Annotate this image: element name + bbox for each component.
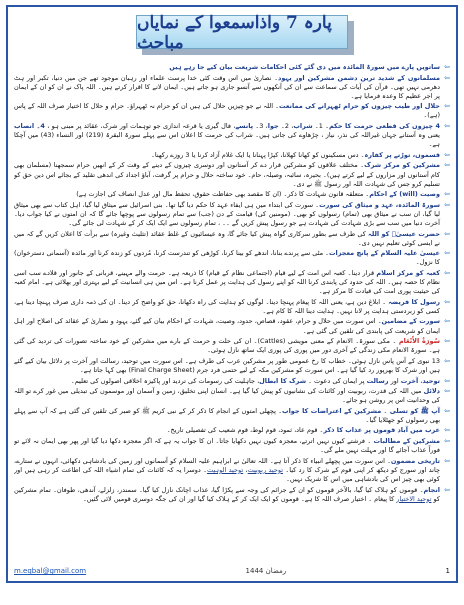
item-heading: انجام	[423, 485, 440, 494]
list-item	[14, 249, 450, 267]
item-text: ۔ اس سورت میں حلال و حرام، عقود، قصاص، حدود، وصیت، شہادت کے احکام بیان کیے گئے، یہود و نصاریٰ کے عقائد کی اصلاح اور اہل ایمان کو شریعت کی پابندی کی تلقین کی گئی ہے۔	[14, 317, 440, 335]
item-text: کی طرف سے بطور سرکاری گواہ پیش کیا جائے گا، وہ عیسائیوں کے غلط عقائد (تثلیث وغیرہ) سے برأت کا اعلان کریں گے کہ میں نے ایسی کوئی تعلیم نہیں دی۔	[14, 229, 440, 247]
item-heading: شراب	[293, 122, 313, 131]
bullet-arrow-icon: ⇦	[444, 122, 450, 131]
item-heading: تاریخی مضمون	[390, 456, 440, 465]
item-heading: شرک کا ابطال	[259, 376, 307, 385]
item-text: ۔	[381, 406, 390, 415]
bullet-arrow-icon: ⇦	[444, 73, 450, 82]
item-text: ۔ دس مسکینوں کو کھانا کھلانا، کپڑا پہنانا یا ایک غلام آزاد کرنا یا 3 روزے رکھنا۔	[151, 150, 365, 159]
bullet-arrow-icon: ⇦	[444, 337, 450, 346]
item-text: ۔ ابلاغ دین ہے، یعنی اللہ کا پیغام پہنچا دینا۔ لوگوں کو ہدایت کی راہ دکھانا، حق کو واضح کر دینا۔ ان کی ذمہ داری صرف پہنچا دینا ہے، کسی کو زبردستی ہدایت پر لانا نہیں۔ ہدایت دینا اللہ کا کام ہے۔	[14, 297, 440, 315]
page-title: پارہ 7 واذاسمعوا کے نمایاں مباحث	[136, 15, 348, 49]
item-heading: مشرکین کو مرکز شرک	[364, 161, 440, 170]
title-banner	[136, 12, 356, 55]
list-item	[14, 63, 450, 72]
list-item	[14, 337, 450, 355]
list-item	[14, 317, 450, 335]
item-heading: آخرت	[400, 376, 419, 385]
item-text: کا پیغام ۔ اختیار صرف اللہ کا ہے۔ قوموں کو ایک ایک کر کے ہلاک کیا گیا اور ان کی جگہ دوسری قومیں لائی گئیں۔	[82, 494, 397, 503]
item-text: ۔ مکی سورۃ۔ الانعام کے معنی مویشی (Cattles)۔ ان کی حلت و حرمت کے بارے میں مشرکین کے خود ساختہ تصورات کی تردید کی گئی ہے۔ سورۃ الانعام مکی زندگی کے آخری دور میں پوری کی پوری ایک ساتھ نازل ہوئی۔	[14, 337, 440, 355]
list-item	[14, 486, 450, 504]
item-text: ، 2۔	[278, 122, 294, 131]
bullet-arrow-icon: ⇦	[444, 63, 450, 71]
item-heading: سُورَةُ الأَنْعَام	[398, 337, 440, 346]
item-heading: رسول کا فریضہ	[388, 297, 440, 306]
item-text: ۔ مٹی سے پرندے بنانا، اندھے کو بینا کرنا، کوڑھی کو تندرست کرنا، مُردوں کو زندہ کرنا اور مائدہ (آسمانی دسترخوان) کا نزول۔	[14, 249, 440, 267]
list-item	[14, 269, 450, 296]
list-item	[14, 437, 450, 455]
item-heading: توحید الوہیت	[206, 465, 244, 474]
item-text: ۔ اللہ نے جو چیزیں حلال کی ہیں ان کو حرام نہ ٹھہراؤ۔ حرام و حلال کا اختیار صرف اللہ کے پاس (ہے)۔	[14, 102, 440, 120]
item-heading: عرب میں آباد قوموں پر عذاب کا ذکر	[323, 426, 440, 435]
list-item	[14, 387, 450, 405]
bullet-arrow-icon: ⇦	[444, 161, 450, 170]
points-list	[14, 63, 450, 541]
bullet-arrow-icon: ⇦	[444, 485, 450, 494]
item-text: ۔ قوم عاد، ثمود، قوم لوط، قوم شعیب کی تفصیلی تاریخ۔	[166, 426, 324, 435]
list-item	[14, 122, 450, 149]
item-heading: آپ ﷺ کو تسلی	[389, 406, 440, 415]
item-text: ، جاہلیت کی رسومات کی تردید اور پاکیزہ اخلاقی اصولوں کی تعلیم۔	[70, 376, 260, 385]
bullet-arrow-icon: ⇦	[444, 456, 450, 465]
item-heading: توحید الاختیار	[396, 494, 432, 503]
bullet-arrow-icon: ⇦	[444, 317, 450, 326]
bullet-arrow-icon: ⇦	[444, 229, 450, 238]
list-item	[14, 230, 450, 248]
item-heading: توحید	[422, 376, 440, 385]
list-item	[14, 377, 450, 386]
document-page	[6, 5, 458, 583]
bullet-arrow-icon: ⇦	[444, 387, 450, 396]
item-text: ۔ مختلف علاقوں کو مشرکین قرار دے کر آستانوں اور دوسری چیزوں کے دینے کے وقت کر کے انھیں حرام سمجھنا (مسلمان بھی کام آستانوں اور مزاروں کے لیے کرتے ہیں)۔ بحیرہ، سائبہ، وصیلہ، حام۔ خود ساختہ حلال و حرام پر گرفت، آباؤ اجداد کی اندھی تقلید کے بجائے اس دین حق کو تسلیم کرو جس کی شہادت اللہ اور رسول ﷺ نے دی۔	[14, 161, 440, 188]
list-item	[14, 407, 450, 425]
item-heading: ساتویں پارے میں سورۃ المائدہ میں دی گئے کئی احکامات شریعت بیان کیے جا رہے ہیں	[169, 63, 440, 71]
item-text: 13 نبوی کے آس پاس نازل ہوئی۔ خطاب کا رخ عمومی طور پر مشرکین عرب کی طرف ہے۔ اس سورت میں توحید، رسالت اور آخرت پر دلائل بیان کیے گئے ہیں اور شرک کا بھرپور رد کیا گیا ہے۔ اس سورت کو مشرکین مکہ کے لیے حتمی فرد جرم (Final Charge Sheet) بھی کہا جاتا ہے۔	[14, 356, 440, 374]
item-heading: ، توڑنے پر کفارہ	[364, 150, 416, 159]
footer-date: رمضان 1444	[245, 567, 287, 575]
list-item	[14, 457, 450, 484]
item-heading: جوا	[267, 122, 279, 131]
item-text: ۔ نصاریٰ میں اس وقت کئی خدا پرست علماء اور رہبان موجود تھے جن میں دنیا، تکبر اور ہٹ دھرمی نہیں تھی۔ قرآن کی آیات کی سماعت سے ان کی آنکھوں سے آنسو جاری ہو جاتے ہیں۔ ایمان لانے کا اقرار کرتے ہیں۔ اللہ پاک نے ان کو ان کے ایمان پر اجر عظیم کا وعدہ فرمایا ہے۔	[14, 73, 440, 100]
item-heading: مسلمانوں کے شدید ترین دشمن مشرکین اور یہود	[278, 73, 440, 82]
item-text: قرار دینا۔ کعبہ اس امت کے لیے قیام (اجتماعی نظام کے قیام) کا ذریعہ ہے۔ حرمت والے مہینے، قربانی کے جانور اور قلادے سب اسی نظام کا حصہ ہیں۔ اللہ کی حدود کی پابندی کرنا اللہ کو اپنے رسول کی ہدایت پر عمل کرنا ہے۔ اس میں ہی انسانیت کے لیے بہتری اور بھلائی ہے۔ امام کعبہ کی حیثیت پوری امت کی قیادت کا مرکز ہے۔	[14, 268, 440, 296]
footer-email-link[interactable]: m.eqbal@gmail.com	[14, 567, 87, 575]
item-heading: کعبہ کو مرکز اسلام	[376, 268, 440, 277]
bullet-arrow-icon: ⇦	[444, 268, 450, 277]
item-text: ، 3۔	[253, 122, 268, 131]
bullet-arrow-icon: ⇦	[444, 426, 450, 435]
bullet-arrow-icon: ⇦	[444, 150, 450, 159]
bullet-arrow-icon: ⇦	[444, 102, 450, 111]
bullet-arrow-icon: ⇦	[444, 406, 450, 415]
item-text: میں اللہ کی قدرت، ربوبیت اور کائنات کی نشانیوں کو پیش کیا گیا ہے۔ انسان اپنی تخلیق، زمین و آسمان اور موسموں کی تبدیلی میں غور کرے تو اللہ کی وحدانیت اس پر روشن ہو جائے۔	[14, 387, 440, 405]
list-item	[14, 201, 450, 228]
list-item	[14, 357, 450, 375]
item-heading: 4 چیزوں کی قطعی حرمت کا حکم	[328, 122, 441, 131]
item-text: ۔ فرشتے کیوں نہیں اترتے، معجزہ کیوں نہیں دکھایا جاتا۔ ان کا جواب یہ ہے کہ اگر معجزہ دکھا دیا گیا اور پھر بھی ایمان نہ لائے تو فوراً عذاب آجائے گا اور مہلت نہیں ملے گی۔	[14, 437, 440, 455]
list-item	[14, 102, 450, 120]
bullet-arrow-icon: ⇦	[444, 376, 450, 385]
item-heading: قسموں	[415, 150, 440, 159]
list-item	[14, 74, 450, 101]
item-text: اور	[388, 376, 401, 385]
bullet-arrow-icon: ⇦	[444, 249, 450, 258]
item-heading: رسالت	[366, 376, 389, 385]
item-heading: سورت کے مضامین	[381, 317, 440, 326]
bullet-arrow-icon: ⇦	[444, 297, 450, 306]
item-text: ۔ متعلقہ قانون شہادت کا ذکر۔ (ان کا مقصد بھی حفاظت حقوق، تحفظ مال اور عدل انصاف کی اجازت ہے)	[76, 190, 370, 199]
item-heading: وصیت (will) کے احکام	[369, 190, 440, 199]
item-heading: توحید ربوبیت	[247, 465, 284, 474]
item-text: ۔ قوموں کو ہلاک کیا گیا، بالآخر قوموں کو ان کے جرائم کی وجہ سے پکڑا گیا، عذاب اچانک نازل کیا گیا۔ سمندر، زلزلے، آندھی، طوفان۔ تمام مشرکین کو	[14, 485, 440, 503]
item-text: ۔ اس سورت میں پچھلے انبیاء کا ذکر آتا ہے۔ اللہ تعالیٰ نے ابراہیم علیہ السلام کو آسمانوں اور زمین کی بادشاہی دکھائی، انہوں نے ستارے، چاند اور سورج کو دیکھ کر اپنی قوم کے شرک کا رد کیا۔	[14, 456, 440, 474]
list-item	[14, 151, 450, 160]
item-text: ۔ دوسرا یہ کہ کائنات کی تمام اشیاء اللہ کی اطاعت کر رہی ہیں اور کوئی بھی چیز اس کی بادشاہی میں اس کا شریک نہیں۔	[14, 465, 440, 483]
item-heading: پانسے	[235, 122, 254, 131]
item-heading: مشرکین کے اعتراضات کا جواب	[282, 406, 382, 415]
bullet-arrow-icon: ⇦	[444, 437, 450, 446]
item-heading: دلائل	[423, 387, 440, 396]
item-heading: حضرت عیسیٰؑ کو اللہ	[368, 229, 440, 238]
item-heading: مشرکین کے مطالبات	[373, 437, 440, 446]
item-heading: عیسیٰ علیہ السلام کے پانچ معجزات	[328, 249, 440, 258]
list-item	[14, 298, 450, 316]
item-heading: سورۃ المائدہ، عہد و میثاق کی سورت	[319, 200, 440, 209]
list-item	[14, 161, 450, 188]
bullet-arrow-icon: ⇦	[444, 200, 450, 209]
bullet-arrow-icon: ⇦	[444, 190, 450, 199]
item-text: ، فال گیری یا قرعہ اندازی جو توہمات اور شرک، عقائد پر مبنی ہو ،	[44, 122, 236, 131]
item-heading: 4۔ انصاب	[14, 122, 45, 131]
page-footer	[14, 564, 450, 578]
item-text: ،	[243, 465, 248, 474]
list-item	[14, 190, 450, 199]
bullet-arrow-icon: ⇦	[444, 356, 450, 365]
item-text: ۔ 1۔	[312, 122, 329, 131]
item-text: ،	[418, 376, 423, 385]
item-heading: حلال اور طیب چیزوں کو حرام ٹھہرانے کی ممانعت	[279, 102, 440, 111]
list-item	[14, 426, 450, 435]
item-text: ۔ پچھلی امتوں کے انجام کا ذکر کر کے نبی کریم ﷺ کو صبر کی تلقین کی گئی ہے کہ آپ سے پہلے بھی رسولوں کو جھٹلایا گیا۔	[14, 406, 440, 424]
page-number: 1	[445, 567, 450, 575]
item-text: یعنی وہ آستانے جہاں غیراللہ کی نذر، نیاز ، چڑھاوے کی جاتی ہیں۔ شراب کی حرمت کا اعلان اس سے پہلے سورۃ البقرۃ (219) اور النساء (43) میں آچکا ہے۔	[14, 131, 440, 149]
item-text: ۔ سورت کی ابتداء میں ہی ایفاء عہد کا حکم دیا گیا تھا۔ بنی اسرائیل سے میثاق لیا گیا، اہل کتاب سے بھی میثاق لیا گیا، ان سب نے میثاق بھی (تمام) رسولوں کو بھی۔ (مومنین کی) قیامت کے دن (جب) سے تمام رسولوں سے پوچھا جائے گا کہ ان امتوں نے کیا جواب دیا۔ آخرت دنیا میں سب سے بڑی شہادت کی شہادت ہے جو رسول پیش کریں گے ۔۔ ، تمام رسولوں سے ایک ایک کر کے شہادت لی جائے گی۔	[14, 200, 440, 227]
item-text: پر ایمان کی دعوت ۔	[306, 376, 367, 385]
